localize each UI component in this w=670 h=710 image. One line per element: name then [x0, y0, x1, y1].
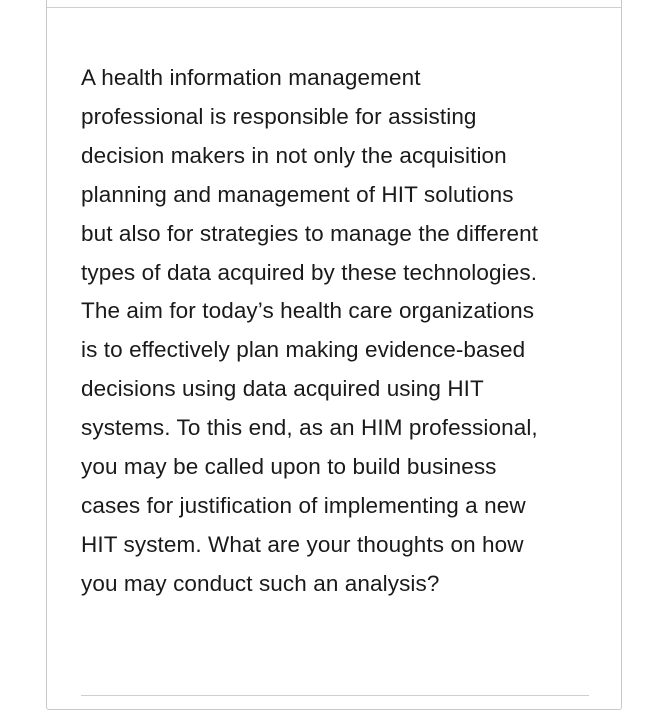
question-line: A health information management: [81, 65, 421, 90]
question-card: [46, 0, 622, 710]
question-line: types of data acquired by these technologies.: [81, 259, 538, 285]
question-line: is to effectively plan making evidence-based: [81, 337, 526, 363]
question-line: cases for justification of implementing a new: [81, 492, 526, 518]
question-line: but also for strategies to manage the different: [81, 220, 539, 246]
question-line: you may conduct such an analysis?: [81, 570, 440, 596]
top-divider: [47, 7, 621, 8]
question-line: decision makers in not only the acquisition: [81, 142, 507, 168]
question-line: professional is responsible for assisting: [81, 103, 477, 129]
question-text: [81, 59, 601, 604]
question-line: The aim for today’s health care organizations: [81, 298, 535, 324]
question-line: planning and management of HIT solutions: [81, 181, 514, 207]
question-line: HIT system. What are your thoughts on how: [81, 531, 524, 557]
question-line: decisions using data acquired using HIT: [81, 376, 484, 402]
question-line: you may be called upon to build business: [81, 454, 497, 480]
question-line: systems. To this end, as an HIM professional,: [81, 415, 538, 441]
bottom-divider: [81, 695, 589, 696]
